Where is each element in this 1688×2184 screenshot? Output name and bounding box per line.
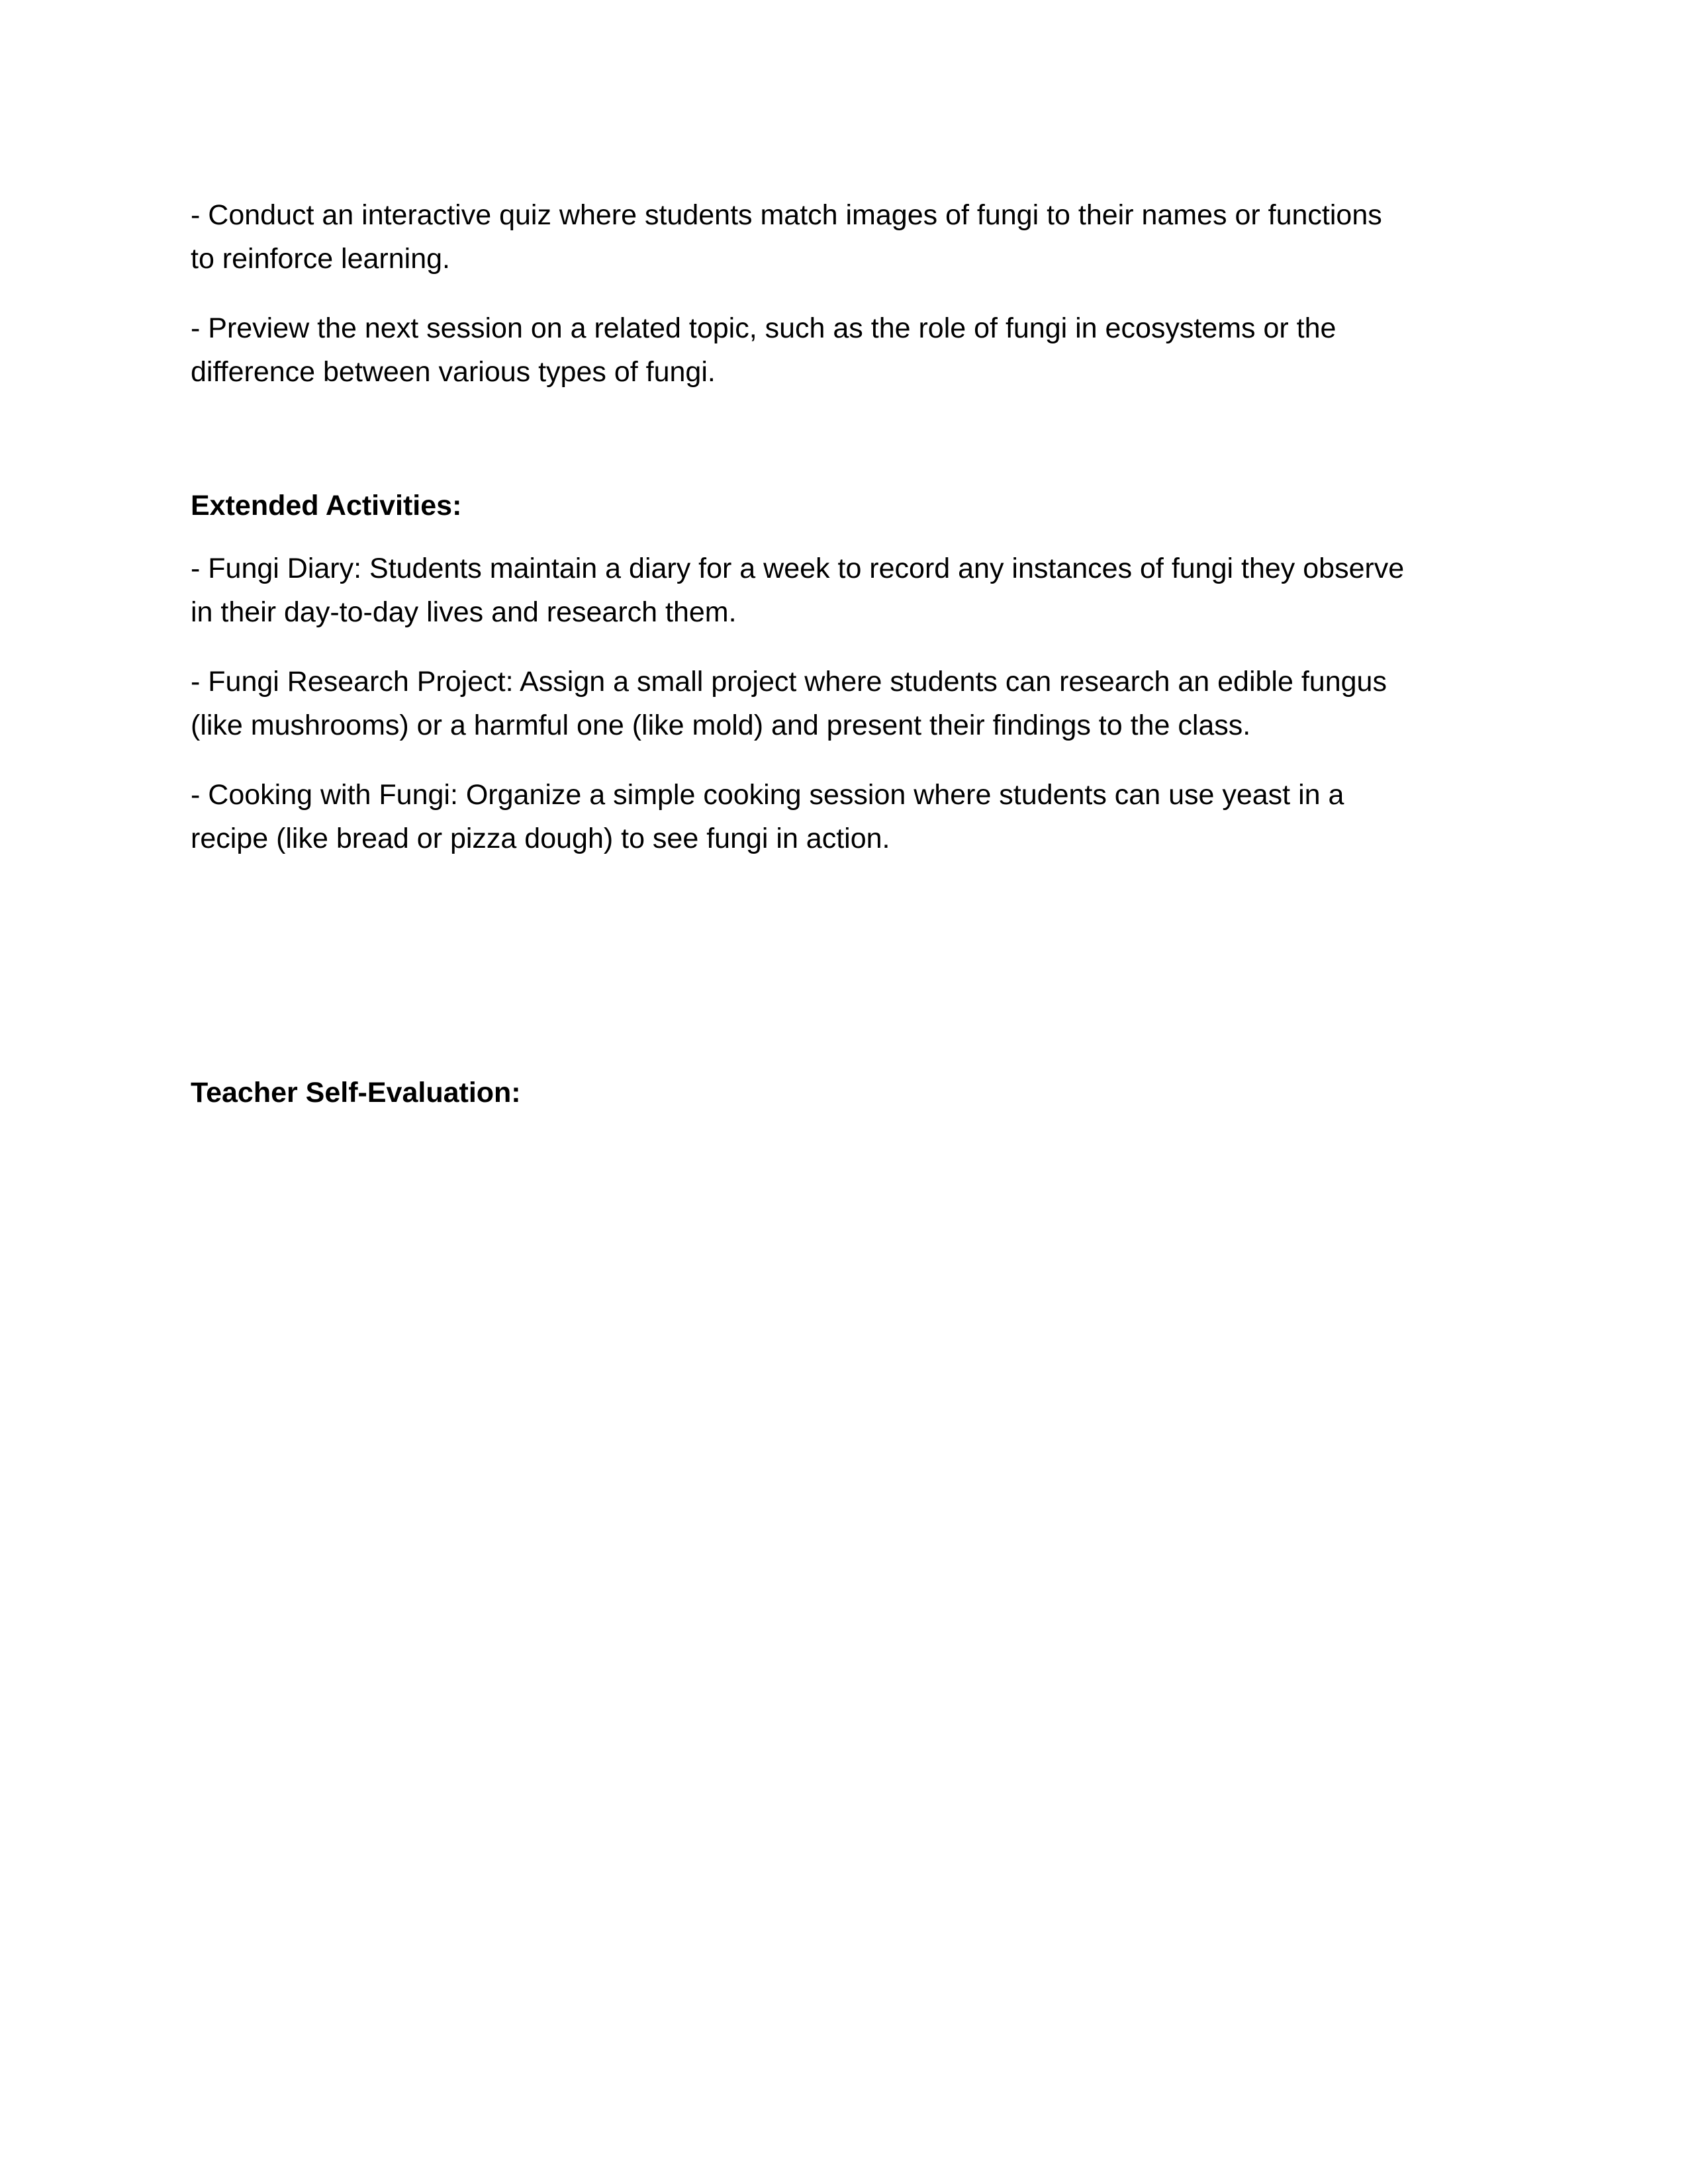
paragraph-line: - Fungi Diary: Students maintain a diary for a week to record any instances of fungi they observe xyxy=(191,553,1405,584)
heading-teacher-self-evaluation xyxy=(191,1071,1556,1115)
paragraph-cooking-with-fungi xyxy=(191,773,1556,860)
paragraph-line: difference between various types of fungi. xyxy=(191,356,716,388)
heading-line: Teacher Self-Evaluation: xyxy=(191,1077,521,1109)
paragraph-fungi-diary xyxy=(191,547,1556,634)
paragraph-preview xyxy=(191,306,1556,394)
paragraph-line: - Preview the next session on a related topic, such as the role of fungi in ecosystems or the xyxy=(191,312,1336,344)
paragraph-line: - Cooking with Fungi: Organize a simple cooking session where students can use yeast in a xyxy=(191,779,1344,811)
heading-line: Extended Activities: xyxy=(191,490,462,522)
paragraph-line: - Conduct an interactive quiz where students match images of fungi to their names or functions xyxy=(191,199,1382,231)
paragraph-line: - Fungi Research Project: Assign a small project where students can research an edible fungus xyxy=(191,666,1387,698)
paragraph-line: recipe (like bread or pizza dough) to see fungi in action. xyxy=(191,823,890,854)
paragraph-line: (like mushrooms) or a harmful one (like mold) and present their findings to the class. xyxy=(191,709,1251,741)
paragraph-quiz xyxy=(191,193,1556,281)
heading-extended-activities xyxy=(191,484,1556,527)
paragraph-line: to reinforce learning. xyxy=(191,243,450,275)
paragraph-line: in their day-to-day lives and research them. xyxy=(191,596,737,628)
paragraph-research-project xyxy=(191,660,1556,747)
